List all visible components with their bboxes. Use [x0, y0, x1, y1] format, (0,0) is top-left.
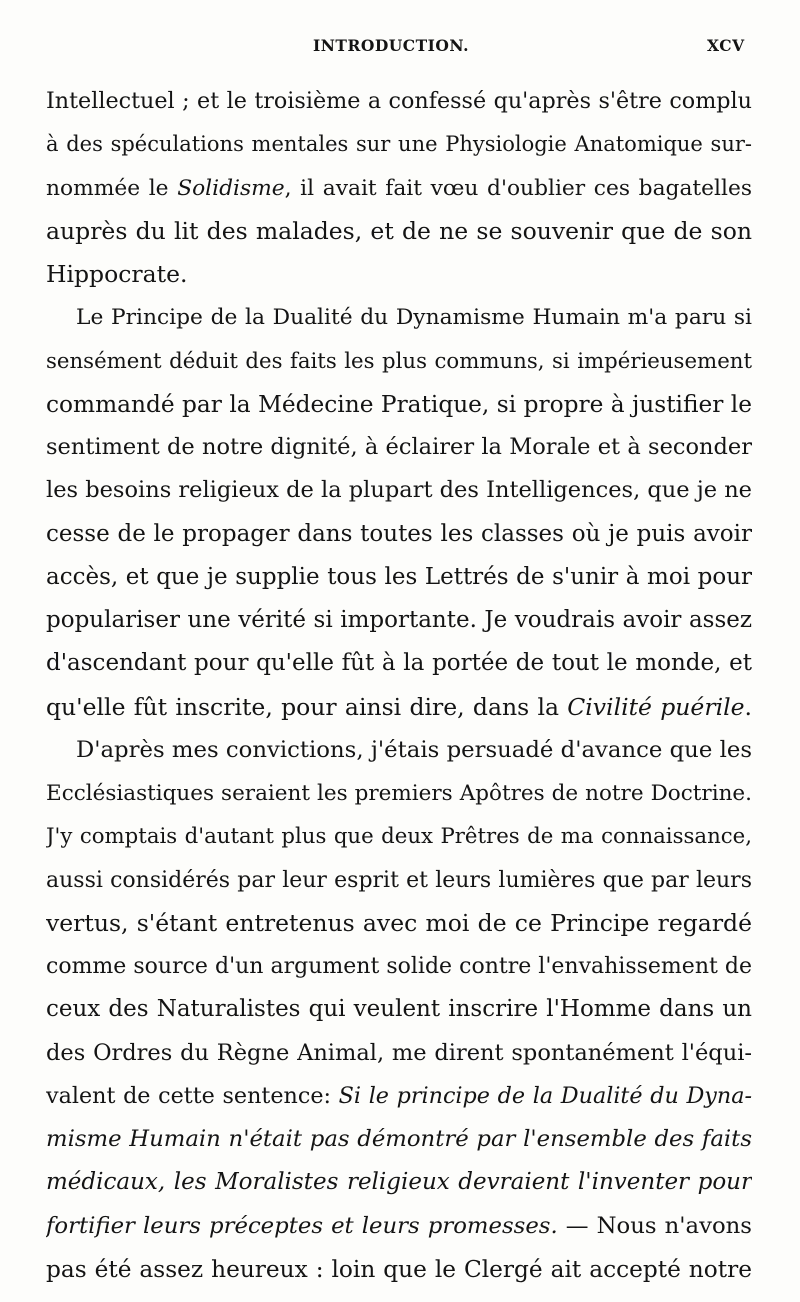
- text-line: [46, 988, 752, 1031]
- text-line: [46, 210, 752, 253]
- text-segment: Hippocrate.: [46, 260, 188, 288]
- text-segment: commandé par la Médecine Pratique, si propre à justifier le: [46, 390, 752, 418]
- text-segment: pas été assez heureux : loin que le Clergé ait accepté notre: [46, 1255, 752, 1283]
- italic-text-segment: Si le principe de la Dualité du Dyna-: [338, 1082, 752, 1109]
- italic-text-segment: fortifier leurs préceptes et leurs promesses.: [46, 1212, 558, 1239]
- text-line: [46, 469, 752, 512]
- text-segment: Intellectuel ; et le troisième a confessé qu'après s'être complu: [46, 88, 752, 114]
- text-line: [46, 599, 752, 642]
- text-segment: qu'elle fût inscrite, pour ainsi dire, dans la: [46, 692, 568, 721]
- page-header: [0, 36, 800, 60]
- text-segment: nommée le: [46, 175, 178, 201]
- text-line: [46, 556, 752, 599]
- text-line: [46, 383, 752, 426]
- text-segment: J'y comptais d'autant plus que deux Prêtres de ma connaissance,: [46, 824, 752, 850]
- text-line: [46, 167, 752, 210]
- text-segment: aussi considérés par leur esprit et leurs lumières que par leurs: [46, 867, 752, 893]
- text-segment: sentiment de notre dignité, à éclairer la Morale et à seconder: [46, 434, 752, 460]
- text-segment: .: [744, 692, 752, 721]
- text-segment: des Ordres du Règne Animal, me dirent spontanément l'équi-: [46, 1039, 752, 1066]
- text-segment: — Nous n'avons: [557, 1212, 752, 1239]
- italic-text-segment: misme Humain n'était pas démontré par l'ensemble des faits: [46, 1126, 752, 1152]
- text-segment: accès, et que je supplie tous les Lettrés de s'unir à moi pour: [46, 563, 752, 590]
- text-segment: vertus, s'étant entretenus avec moi de ce Principe regardé: [46, 908, 752, 937]
- text-segment: populariser une vérité si importante. Je voudrais avoir assez: [46, 607, 752, 633]
- text-segment: comme source d'un argument solide contre l'envahissement de: [46, 954, 752, 979]
- text-line: [46, 1075, 752, 1118]
- text-line: [46, 1161, 752, 1204]
- text-segment: ceux des Naturalistes qui veulent inscrire l'Homme dans un: [46, 996, 752, 1023]
- text-line: [46, 426, 752, 469]
- text-line: [46, 859, 752, 902]
- text-line: [46, 642, 752, 685]
- text-segment: valent de cette sentence:: [46, 1082, 339, 1109]
- text-segment: Le Principe de la Dualité du Dynamisme Humain m'a paru si: [76, 305, 752, 331]
- text-segment: cesse de le propager dans toutes les classes où je puis avoir: [46, 520, 752, 547]
- italic-text-segment: médicaux, les Moralistes religieux devraient l'inventer pour: [46, 1169, 752, 1196]
- text-line: [46, 296, 752, 339]
- text-segment: , il avait fait vœu d'oublier ces bagatelles: [284, 175, 752, 201]
- text-segment: auprès du lit des malades, et de ne se souvenir que de son: [46, 216, 752, 245]
- text-segment: à des spéculations mentales sur une Physiologie Anatomique sur-: [46, 132, 752, 157]
- text-line: [46, 123, 752, 166]
- text-line: [46, 1118, 752, 1161]
- text-line: [46, 729, 752, 772]
- text-segment: D'après mes convictions, j'étais persuadé d'avance que les: [76, 736, 752, 763]
- text-segment: sensément déduit des faits les plus communs, si impérieusement: [46, 348, 752, 374]
- italic-text-segment: Civilité puérile: [567, 692, 745, 721]
- text-line: [46, 1205, 752, 1248]
- text-line: [46, 902, 752, 945]
- text-line: [46, 1032, 752, 1075]
- text-segment: Ecclésiastiques seraient les premiers Apôtres de notre Doctrine.: [46, 781, 752, 806]
- text-line: [46, 513, 752, 556]
- text-line: [46, 945, 752, 988]
- text-line: [46, 1248, 752, 1291]
- page-number: XCV: [707, 36, 745, 55]
- text-line: [46, 340, 752, 383]
- italic-text-segment: Solidisme: [177, 175, 285, 201]
- text-line: [46, 815, 752, 858]
- text-segment: les besoins religieux de la plupart des Intelligences, que je ne: [46, 477, 752, 504]
- running-head: INTRODUCTION.: [313, 36, 469, 55]
- text-line: [46, 772, 752, 815]
- body-text: [46, 80, 752, 1291]
- text-line: [46, 686, 752, 729]
- text-segment: d'ascendant pour qu'elle fût à la portée de tout le monde, et: [46, 650, 752, 677]
- text-line: [46, 253, 752, 296]
- text-line: [46, 80, 752, 123]
